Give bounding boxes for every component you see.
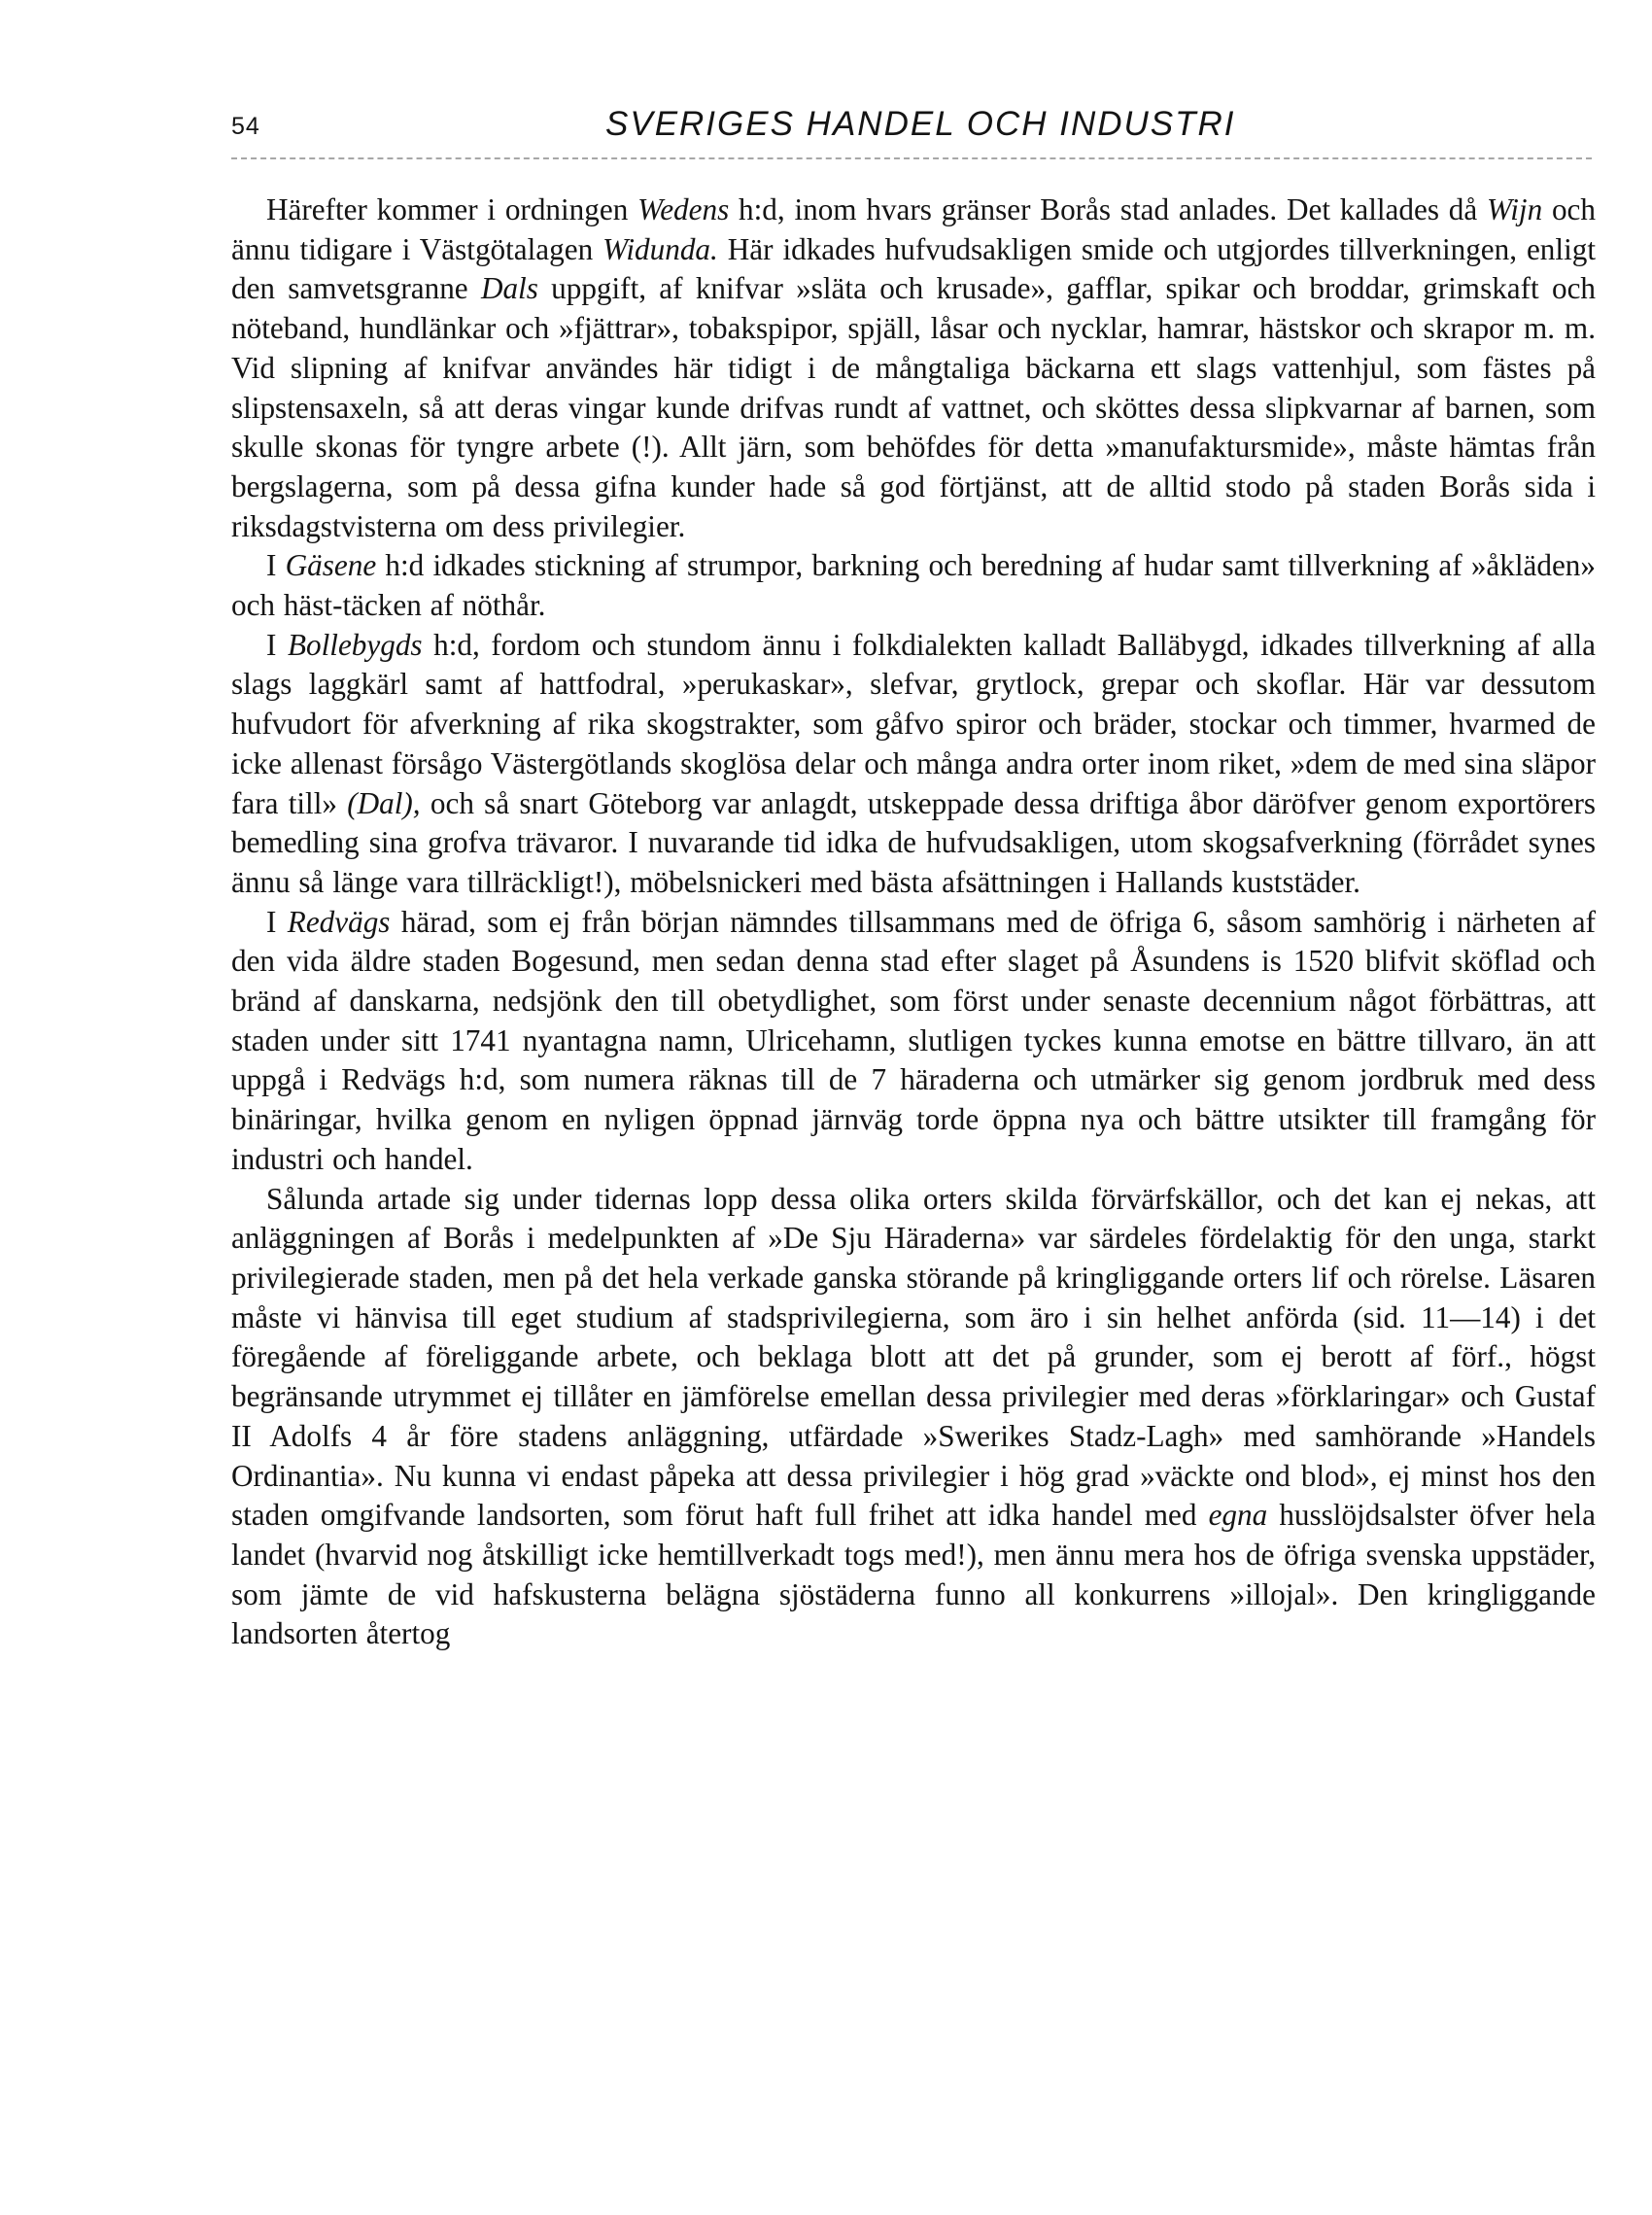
italic-term: Dals <box>480 271 538 306</box>
italic-term: Widunda. <box>602 231 718 266</box>
italic-term: (Dal), <box>347 785 421 820</box>
text-span: härad, som ej från början nämndes tillsammans med de öfriga 6, såsom samhörig i närheten af den vida äldre staden Bogesund, men sedan denna stad efter slaget på Åsundens is 1520 blifvit sköflad och bränd af danskarna, nedsjönk den till obetydlighet, som först under senaste decennium något förbättras, att staden under sitt 1741 nyantagna namn, Ulricehamn, slutligen tyckes kunna emotse en bättre tillvaro, än att uppgå i Redvägs h:d, som numera räknas till de 7 häraderna och utmärker sig genom jordbruk med dess binäringar, hvilka genom en nyligen öppnad järnväg torde öppna nya och bättre utsikter till framgång för industri och handel. <box>231 904 1596 1176</box>
text-span: h:d idkades stickning af strumpor, barkning och beredning af hudar samt tillverkning af »åkläden» och häst-täcken af nöthår. <box>231 548 1596 623</box>
text-span: I <box>266 904 288 939</box>
text-span: uppgift, af knifvar »släta och krusade», gafflar, spikar och broddar, grimskaft och nöteband, hundlänkar och »fjättrar», tobakspipor, spjäll, låsar och nycklar, hamrar, hästskor och skrapor m. m. Vid slipning af knifvar användes här tidigt i de mångtaliga bäckarna ett slags vattenhjul, som fästes på slipstensaxeln, så att deras vingar kunde drifvas rundt af vattnet, och sköttes dessa slipkvarnar af barnen, som skulle skonas för tyngre arbete (!). Allt järn, som behöfdes för detta »manufaktursmide», måste hämtas från bergslagerna, som på dessa gifna kunder hade så god förtjänst, att de alltid stodo på staden Borås sida i riksdagstvisterna om dess privilegier. <box>231 271 1597 543</box>
text-span: Här idkades hufvudsakligen smide och utgjordes tillverkningen, enligt den samvetsgranne <box>231 231 1596 306</box>
text-span: I <box>266 548 286 583</box>
text-span: I <box>266 627 288 662</box>
italic-term: egna <box>1208 1498 1268 1533</box>
italic-term: Gäsene <box>285 548 377 583</box>
paragraph-wedens <box>231 190 1596 546</box>
paragraph-salunda <box>231 1180 1596 1654</box>
running-title: SVERIGES HANDEL OCH INDUSTRI <box>605 105 1236 143</box>
body-text <box>231 190 1596 1654</box>
page-number: 54 <box>231 113 260 140</box>
text-span: Härefter kommer i ordningen <box>266 192 638 226</box>
text-span: h:d, inom hvars gränser Borås stad anlades. Det kallades då <box>729 192 1487 226</box>
running-head <box>231 105 1601 163</box>
italic-term: Redvägs <box>287 904 391 939</box>
paragraph-redvags <box>231 903 1596 1180</box>
italic-term: Wedens <box>637 192 730 226</box>
header-rule <box>231 157 1592 159</box>
italic-term: Wijn <box>1486 192 1543 226</box>
italic-term: Bollebygds <box>287 627 423 662</box>
text-span: husslöjdsalster öfver hela landet (hvarvid nog åtskilligt icke hemtillverkadt togs med!), men ännu mera hos de öfriga svenska uppstäder, som jämte de vid hafskusterna belägna sjöstäderna funno all konkurrens »illojal». Den kringliggande landsorten återtog <box>231 1498 1596 1651</box>
paragraph-gasene <box>231 546 1596 625</box>
text-span: och så snart Göteborg var anlagdt, utskeppade dessa driftiga åbor däröfver genom exportörers bemedling sina grofva trävaror. I nuvarande tid idka de hufvudsakligen, utom skogsafverkning (förrådet synes ännu så länge vara tillräckligt!), möbelsnickeri med bästa afsättningen i Hallands kuststäder. <box>231 785 1596 899</box>
text-span: Sålunda artade sig under tidernas lopp dessa olika orters skilda förvärfskällor, och det kan ej nekas, att anläggningen af Borås i medelpunkten af »De Sju Häraderna» var särdeles fördelaktig för den unga, starkt privilegierade staden, men på det hela verkade ganska störande på kringliggande orters lif och rörelse. Läsaren måste vi hänvisa till eget studium af stadsprivilegierna, som äro i sin helhet anförda (sid. 11—14) i det föregående af föreliggande arbete, och beklaga blott att det på grunder, som ej berott af förf., högst begränsande utrymmet ej tillåter en jämförelse emellan dessa privilegier med deras »förklaringar» och Gustaf II Adolfs 4 år före stadens anläggning, utfärdade »Swerikes Stadz-Lagh» med samhörande »Handels Ordinantia». Nu kunna vi endast påpeka att dessa privilegier i hög grad »väckte ond blod», ej minst hos den staden omgifvande landsorten, som förut haft full frihet att idka handel med <box>231 1181 1596 1533</box>
paragraph-bollebygds <box>231 626 1596 903</box>
text-span: h:d, fordom och stundom ännu i folkdialekten kalladt Balläbygd, idkades tillverkning af alla slags laggkärl samt af hattfodral, »perukaskar», slefvar, grytlock, grepar och skoflar. Här var dessutom hufvudort för afverkning af rika skogstrakter, som gåfvo spiror och bräder, stockar och timmer, hvarmed de icke allenast försågo Västergötlands skoglösa delar och många andra orter inom riket, »dem de med sina släpor fara till» <box>231 627 1596 820</box>
text-span: och ännu tidigare i Västgötalagen <box>231 192 1596 266</box>
